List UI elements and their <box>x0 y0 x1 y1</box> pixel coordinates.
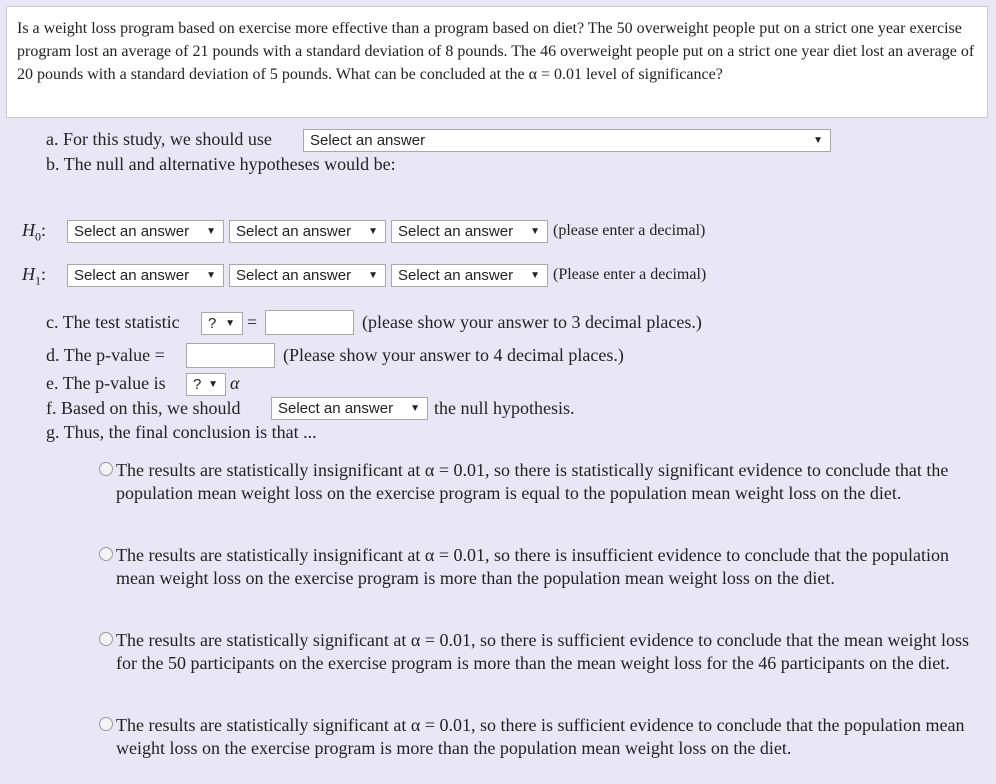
p-value-compare-select[interactable]: ? ▼ <box>186 373 226 396</box>
p-value-input[interactable] <box>186 343 275 368</box>
question-box <box>6 6 988 118</box>
conclusion-option-1[interactable]: The results are statistically insignificant at α = 0.01, so there is statistically significant evidence to conclude that the population mean weight loss on the exercise program is equal to the population mean weight loss on the diet. <box>116 460 949 503</box>
h0-param-select[interactable]: Select an answer ▼ <box>67 220 224 243</box>
question-text: Is a weight loss program based on exercise more effective than a program based on diet? The 50 overweight people put on a strict one year exercise program lost an average of 21 pounds with a standard deviation of 8 pounds. The 46 overweight people put on a strict one year diet lost an average of 20 pounds with a standard deviation of 5 pounds. What can be concluded at the α = 0.01 level of significance? <box>17 20 975 83</box>
part-a-select-value: Select an answer <box>310 132 426 149</box>
part-a-label: a. For this study, we should use <box>46 129 272 149</box>
h0-value-select[interactable]: Select an answer ▼ <box>391 220 548 243</box>
test-statistic-select[interactable]: ? ▼ <box>201 312 243 335</box>
part-c-note: (please show your answer to 3 decimal places.) <box>362 312 702 332</box>
chevron-down-icon: ▼ <box>410 403 420 414</box>
conclusion-option-2[interactable]: The results are statistically insignificant at α = 0.01, so there is insufficient evidence to conclude that the population mean weight loss on the exercise program is more than the population mean weight loss on the diet. <box>116 545 950 588</box>
h1-label: $H_1$: <box>22 264 47 288</box>
conclusion-option-4[interactable]: The results are statistically significant at α = 0.01, so there is sufficient evidence to conclude that the population mean weight loss on the exercise program is more than the population mean weight loss on the diet. <box>116 715 965 758</box>
conclusion-radio-3[interactable] <box>99 632 113 646</box>
part-g-label: g. Thus, the final conclusion is that ... <box>46 422 317 442</box>
alpha-symbol: α <box>230 373 240 393</box>
conclusion-option-3[interactable]: The results are statistically significant at α = 0.01, so there is sufficient evidence to conclude that the mean weight loss for the 50 participants on the exercise program is more than the mean weight loss for the 46 participants on the diet. <box>116 630 970 673</box>
chevron-down-icon: ▼ <box>368 226 378 237</box>
part-e-label: e. The p-value is <box>46 373 166 393</box>
part-a-select[interactable] <box>303 129 831 152</box>
h1-note: (Please enter a decimal) <box>553 266 707 283</box>
h0-operator-select[interactable]: Select an answer ▼ <box>229 220 386 243</box>
part-d-label: d. The p-value = <box>46 345 165 365</box>
part-d-note: (Please show your answer to 4 decimal places.) <box>283 345 624 365</box>
conclusion-radio-4[interactable] <box>99 717 113 731</box>
chevron-down-icon: ▼ <box>208 379 218 390</box>
h1-value-select[interactable]: Select an answer ▼ <box>391 264 548 287</box>
h0-label: $H_0$: <box>22 220 47 244</box>
part-c-label: c. The test statistic <box>46 312 180 332</box>
equals-sign: = <box>247 312 258 332</box>
chevron-down-icon: ▼ <box>813 135 823 146</box>
chevron-down-icon: ▼ <box>530 270 540 281</box>
h0-note: (please enter a decimal) <box>553 222 706 239</box>
conclusion-radio-2[interactable] <box>99 547 113 561</box>
chevron-down-icon: ▼ <box>206 270 216 281</box>
chevron-down-icon: ▼ <box>530 226 540 237</box>
decision-select[interactable]: Select an answer ▼ <box>271 397 428 420</box>
part-b-label: b. The null and alternative hypotheses would be: <box>46 154 396 174</box>
chevron-down-icon: ▼ <box>225 318 235 329</box>
conclusion-radio-1[interactable] <box>99 462 113 476</box>
part-f-label: f. Based on this, we should <box>46 398 241 418</box>
chevron-down-icon: ▼ <box>368 270 378 281</box>
test-statistic-input[interactable] <box>265 310 354 335</box>
part-f-suffix: the null hypothesis. <box>434 398 575 418</box>
chevron-down-icon: ▼ <box>206 226 216 237</box>
h1-operator-select[interactable]: Select an answer ▼ <box>229 264 386 287</box>
h1-param-select[interactable]: Select an answer ▼ <box>67 264 224 287</box>
